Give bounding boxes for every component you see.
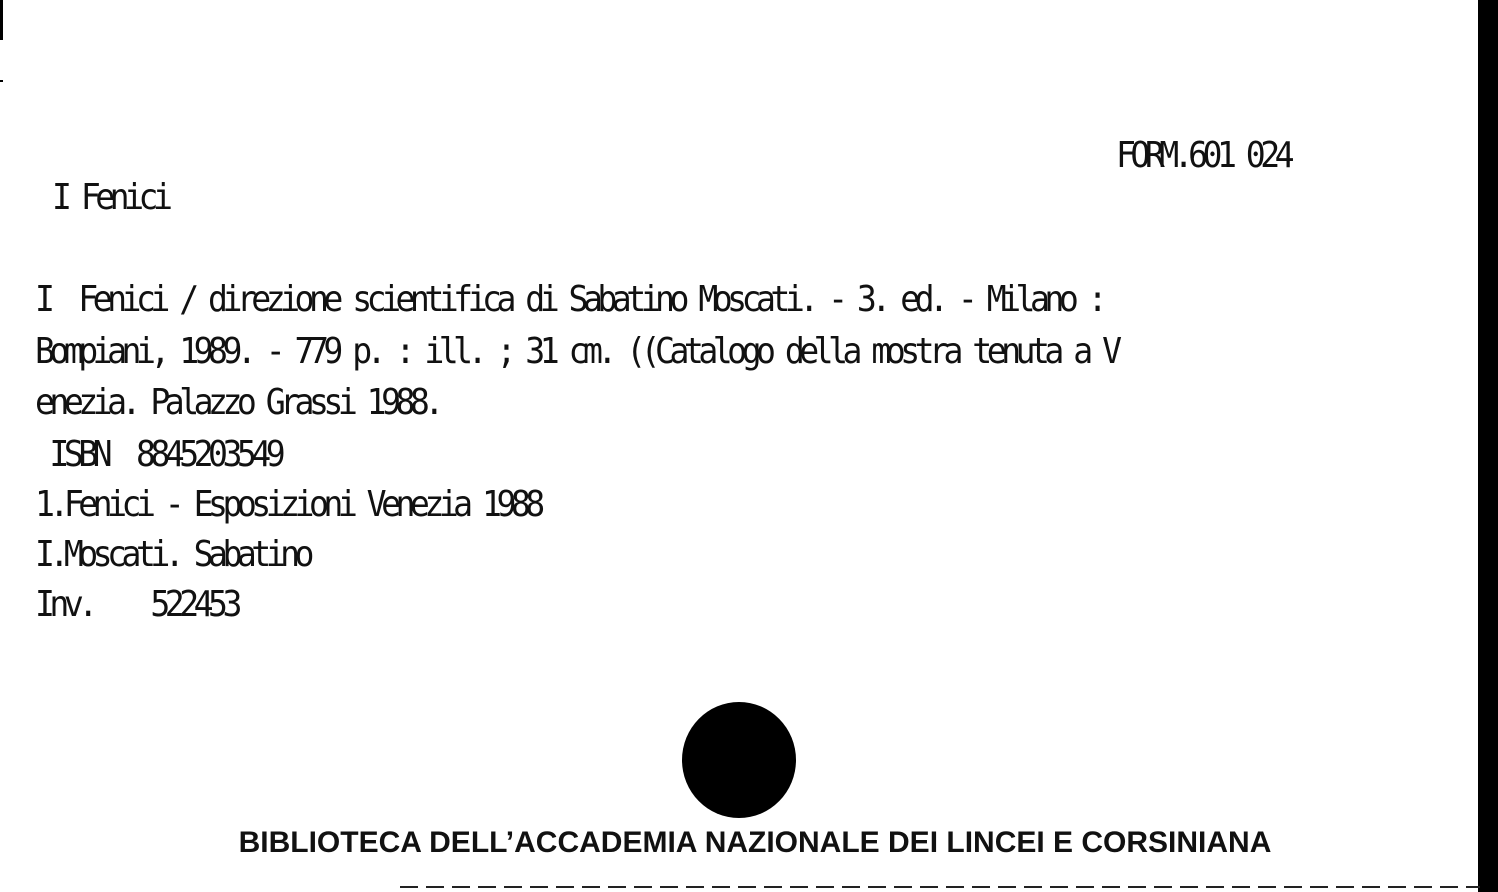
- card-right-edge: [1478, 0, 1498, 892]
- catalog-line: enezia. Palazzo Grassi 1988.: [35, 382, 439, 423]
- subject-line: 1.Fenici - Esposizioni Venezia 1988: [35, 484, 540, 525]
- bottom-dashed-rule: [400, 886, 1480, 888]
- inventory-line: Inv. 522453: [35, 584, 237, 625]
- punch-hole: [682, 702, 796, 818]
- form-code: FORM.601 024: [1116, 135, 1290, 176]
- author-line: I.Moscati. Sabatino: [35, 534, 309, 575]
- card-heading: I Fenici: [52, 177, 168, 218]
- catalog-line: Bompiani, 1989. - 779 p. : ill. ; 31 cm. ((Catalogo della mostra tenuta a V: [35, 331, 1117, 372]
- card-left-edge: [0, 0, 3, 892]
- library-name: BIBLIOTECA DELL’ACCADEMIA NAZIONALE DEI LINCEI E CORSINIANA: [238, 826, 1272, 859]
- catalog-line: I Fenici / direzione scientifica di Sabatino Moscati. - 3. ed. - Milano :: [35, 279, 1103, 320]
- isbn-line: ISBN 8845203549: [35, 434, 281, 475]
